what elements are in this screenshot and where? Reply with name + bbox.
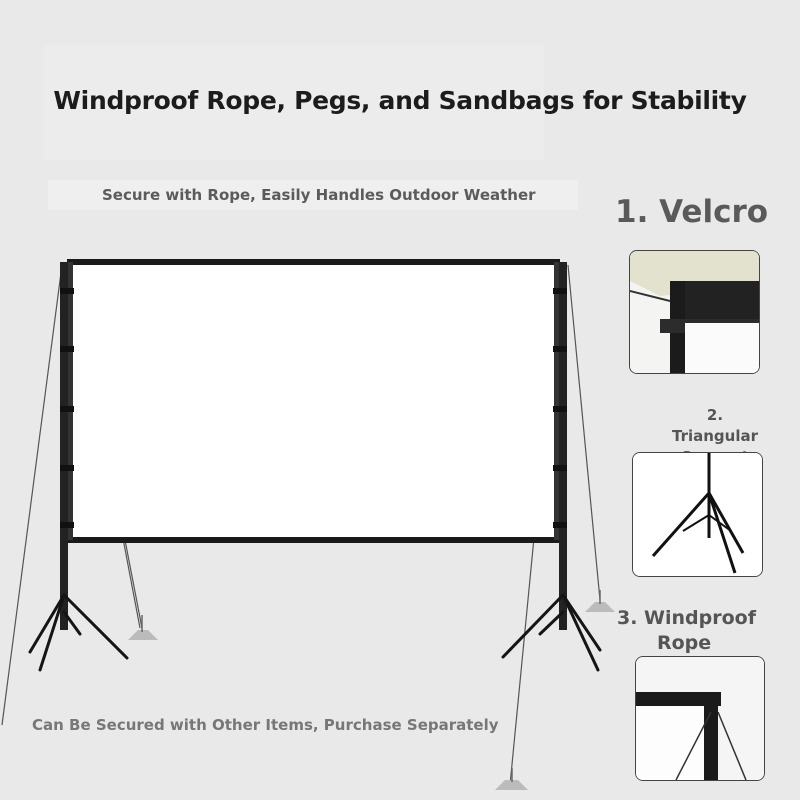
- rope-corner-image: [635, 656, 765, 781]
- tripod-stand-image: [632, 452, 763, 577]
- rope-label-line1: 3. Windproof: [617, 607, 756, 629]
- guy-ropes: [2, 265, 600, 785]
- feature-velcro-label: 1. Velcro: [615, 194, 769, 230]
- rope-icon: [636, 657, 764, 780]
- tripod-icon: [633, 453, 762, 576]
- pegs: [142, 590, 600, 782]
- projection-surface: [70, 262, 557, 540]
- page-title: Windproof Rope, Pegs, and Sandbags for Stability: [53, 86, 747, 115]
- feature-windproof-rope-label: [617, 606, 756, 656]
- velcro-icon: [630, 251, 759, 373]
- velcro-closeup-image: [629, 250, 760, 374]
- triangular-label-line1: 2. Triangular: [671, 406, 758, 445]
- peg-pads: [128, 602, 615, 790]
- subtitle: Secure with Rope, Easily Handles Outdoor Weather: [102, 186, 536, 204]
- footer-note: Can Be Secured with Other Items, Purchase Separately: [32, 716, 499, 734]
- rope-label-line2: Rope: [657, 632, 712, 654]
